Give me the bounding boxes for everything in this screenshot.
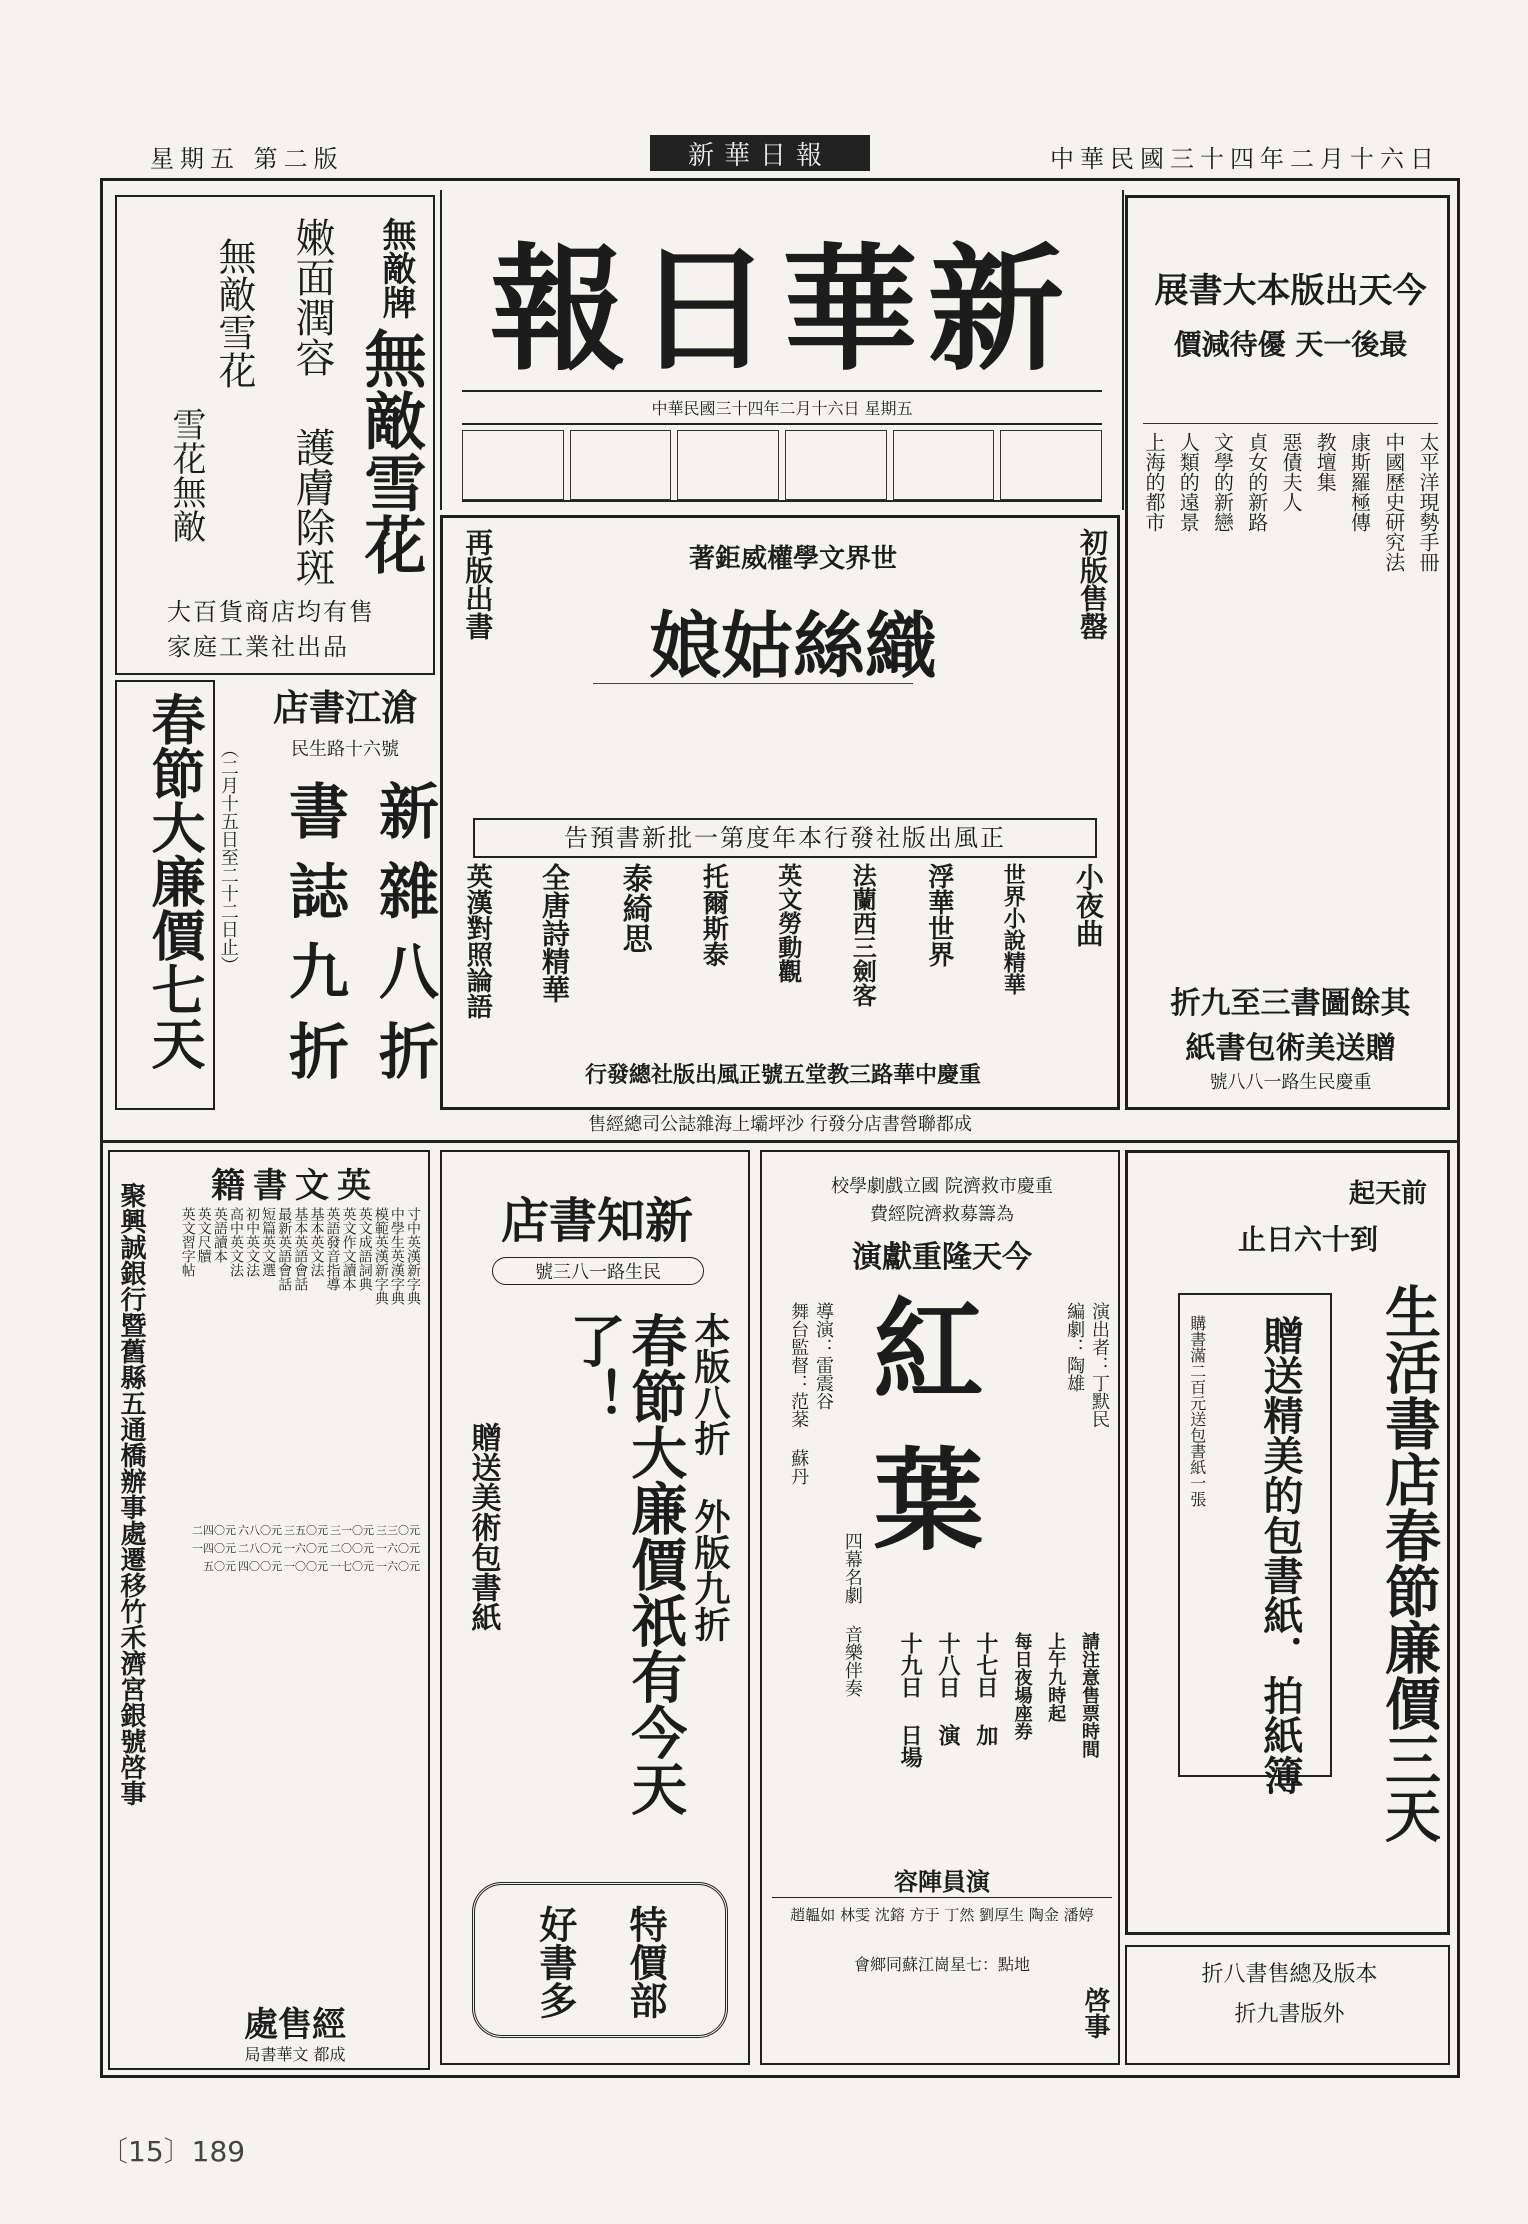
header-date: 中華民國三十四年二月十六日 [1050,145,1440,173]
english-book: 英語讀本 [211,1207,228,1263]
ad-english-books [108,1150,430,2070]
price: 一七〇元 [330,1560,374,1573]
english-book: 模範英漢新字典 [372,1207,389,1305]
ad-magazine [245,680,439,1110]
header-strip [90,135,1440,173]
magazine-line1: 新雜八折 [369,780,439,1100]
xinzhi-name: 新知書店 [500,1193,693,1249]
masthead [440,190,1124,510]
honglou-venue: 地點：七星崗江蘇同鄉會 [853,1955,1030,1974]
magazine-name: 滄江書店 [272,687,417,729]
price: 二四〇元 [192,1524,236,1537]
ad-wudi-product: 無敵雪花 [354,327,427,575]
role-line: 導演：雷震谷 [813,1302,834,1410]
page-number: 〔15〕189 [100,2135,246,2168]
honglou-notice: 啓事 [1080,1987,1110,2039]
zhengfeng-top-left: 再版出書 [461,528,495,640]
ad-wudi-side1: 無敵雪花 [212,237,256,389]
honglou-cast: 演員陣容 [894,1867,990,1896]
fair-book: 貞女的新路 [1244,432,1269,532]
ad-wudi-side2: 雪花無敵 [166,407,206,543]
xinzhi-box [472,1882,728,2038]
english-book: 英文成語詞典 [356,1207,373,1291]
fair-book: 人類的遠景 [1176,432,1201,532]
book-item: 托爾斯泰 [698,863,729,967]
masthead-info: 中華民國三十四年二月十六日 星期五 [462,390,1102,425]
book-item: 小夜曲 [1071,863,1105,947]
english-book: 基本英文法 [308,1207,325,1277]
price: 二〇〇元 [330,1542,374,1555]
role-line: 編劇：陶雄 [1064,1302,1086,1392]
book-item: 全唐詩精華 [537,863,571,1003]
honglou-banner: 今天隆重獻演 [852,1240,1032,1275]
book-item: 法蘭西三劍客 [848,863,878,1007]
fair-book: 教壇集 [1313,432,1338,492]
shenghuo-note: 購書滿二百元送包書紙一張 [1187,1315,1207,1507]
price: 一六〇元 [376,1560,420,1573]
time-line: 上午九時起 [1045,1632,1067,1722]
book-item: 浮華世界 [923,863,954,967]
header-paper-name: 新華日報 [650,135,870,171]
role-line: 舞台監督：范棻 蘇丹 [788,1302,810,1485]
book-item: 世界小說精華 [1000,863,1027,995]
bank-notice: 聚興誠銀行暨舊縣五通橋辦事處遷移竹禾濟宮銀號啓事 [116,1182,146,1806]
fair-book: 上海的都市 [1142,432,1166,532]
fair-book: 惡債夫人 [1279,432,1303,512]
english-books-list [180,1207,420,1967]
masthead-title: 新華日報 [490,230,1074,390]
time-line: 十八日 演 [934,1632,961,1746]
xinzhi-gift: 贈送美術包書紙 [465,1422,501,1632]
time-line: 每日夜場座券 [1011,1632,1033,1740]
ad-honglou [760,1150,1120,2065]
zhengfeng-banner: 正風出版社發行本年度第一批新書預告 [473,818,1097,858]
masthead-index-boxes [462,430,1102,502]
role-line: 演出者：丁默民 [1089,1302,1110,1428]
price: 四〇〇元 [238,1560,282,1573]
section-divider [100,1140,1460,1143]
seven-days-promo: 其餘圖書三至九折 [1170,986,1411,1021]
english-footer-sub: 成都 文華書局 [244,2045,346,2064]
price: 六八〇元 [238,1524,282,1537]
english-book: 最新英語會話 [276,1207,293,1291]
fair-book: 文學的新戀 [1210,432,1235,532]
seven-days-title: 今天出版本大書展 [1154,271,1427,311]
honglou-names: 趙韞如 林雯 沈鎔 方于 丁然 劉厚生 陶金 潘婷 [772,1897,1112,1925]
zhengfeng-distributors: 成都聯營書店分發行 沙坪壩上海雜誌公司總經售 [588,1114,972,1135]
price: 三三〇元 [376,1524,420,1537]
ad-shenghuo-bottom [1125,1945,1450,2065]
honglou-title: 紅葉 [855,1292,985,1592]
english-book: 寸中英漢新字典 [405,1207,421,1305]
shenghuo-inner [1178,1293,1332,1795]
shenghuo-until: 到十六日止 [1237,1223,1378,1256]
english-footer: 經售處 [244,2005,346,2045]
price: 一六〇元 [376,1542,420,1555]
english-book: 英文習字帖 [179,1207,196,1277]
honglou-times [898,1632,1098,1832]
ad-wudi-line2: 護膚除斑 [289,427,335,587]
honglou-top: 為籌募救濟院經費 [870,1204,1014,1225]
english-book: 英語發音指導 [324,1207,341,1291]
zhengfeng-desc [593,683,913,814]
zhengfeng-author-line: 世界文學權威鉅著 [688,544,897,574]
price: 一四〇元 [192,1542,236,1555]
ad-wudi [115,195,435,675]
xinzhi-box-line1: 特價部 [623,1905,668,2019]
english-book: 短篇英文選 [260,1207,277,1277]
spring-sale-dates: （二月十五日至二十二日止） [217,740,239,974]
honglou-sub: 四幕名劇 音樂伴奏 [841,1532,863,1697]
ad-zhengfeng [440,515,1120,1110]
price: 三五〇元 [284,1524,328,1537]
english-book: 高中英文法 [227,1207,244,1277]
english-book: 中學生英漢字典 [388,1207,405,1305]
magazine-address: 民生路十六號 [291,739,399,760]
english-book: 英文作文讀本 [340,1207,357,1291]
xinzhi-main: 春節大廉價祇有今天了！ [560,1312,689,1816]
seven-days-books [1143,423,1438,832]
honglou-org: 重慶市救濟院 國立戲劇學校 [831,1176,1053,1197]
shenghuo-title: 生活書店春節廉價三天 [1376,1283,1442,1843]
ad-wudi-seller: 大百貨商店均有售 [167,598,375,626]
ad-wudi-line1: 嫩面潤容 [289,217,335,377]
english-book: 英文尺牘 [195,1207,212,1263]
english-prices [160,1522,420,1573]
shenghuo-bottom1: 本版及總售書八折 [1201,1962,1378,1987]
header-edition: 星期五 第二版 [150,145,344,173]
price: 二八〇元 [238,1542,282,1555]
ad-seven-days [1125,195,1450,1110]
fair-book: 康斯羅極傳 [1347,432,1372,532]
zhengfeng-top-right: 初版售罄 [1076,528,1109,640]
price: 三一〇元 [330,1524,374,1537]
shenghuo-top: 前天起 [1348,1179,1427,1209]
book-item: 泰綺思 [616,863,652,953]
book-item: 英文勞動觀 [773,863,803,983]
price: 一〇〇元 [284,1560,328,1573]
time-line: 十九日 日場 [897,1632,924,1768]
magazine-line2: 書誌九折 [279,780,349,1100]
spring-sale-text: 春節大廉價七天 [143,692,207,1070]
time-line: 十七日 加 [972,1632,999,1746]
shenghuo-bottom2: 外版書九折 [1234,2002,1345,2027]
time-line: 請注意售票時間 [1078,1632,1100,1758]
price: 一六〇元 [284,1542,328,1555]
fair-book: 中國歷史研究法 [1381,432,1406,572]
ad-xinzhi [440,1150,750,2065]
zhengfeng-publisher: 重慶中華路三教堂五號正風出版社總發行 [584,1062,981,1088]
price: 五〇元 [203,1560,236,1573]
book-item: 英漢對照論語 [462,863,493,1019]
zhengfeng-title: 織絲姑娘 [648,603,937,688]
english-book: 基本英語會話 [292,1207,309,1291]
zhengfeng-books [463,863,1103,1053]
honglou-roles [988,1302,1108,1602]
ad-spring-sale-left [115,680,215,1110]
ad-shenghuo [1125,1150,1450,1935]
seven-days-gift: 贈送美術包書紙 [1185,1031,1396,1066]
honglou-roles-left [772,1302,832,1602]
seven-days-address: 重慶民生路一八八號 [1209,1072,1372,1093]
english-book: 初中英文法 [244,1207,261,1277]
ad-wudi-maker: 家庭工業社出品 [167,633,349,661]
xinzhi-box-line2: 好書多 [532,1905,578,2019]
english-books-title: 英文書籍 [211,1166,379,1206]
seven-days-subtitle: 最後一天 優待減價 [1173,328,1408,361]
xinzhi-address: 民生路一八三號 [492,1257,704,1285]
xinzhi-discount: 本版八折 外版九折 [689,1312,731,1642]
ad-wudi-brand: 無敵牌 [376,217,416,319]
shenghuo-gift: 贈送精美的包書紙．拍紙簿 [1257,1315,1304,1795]
fair-book: 太平洋現勢手冊 [1416,432,1440,572]
